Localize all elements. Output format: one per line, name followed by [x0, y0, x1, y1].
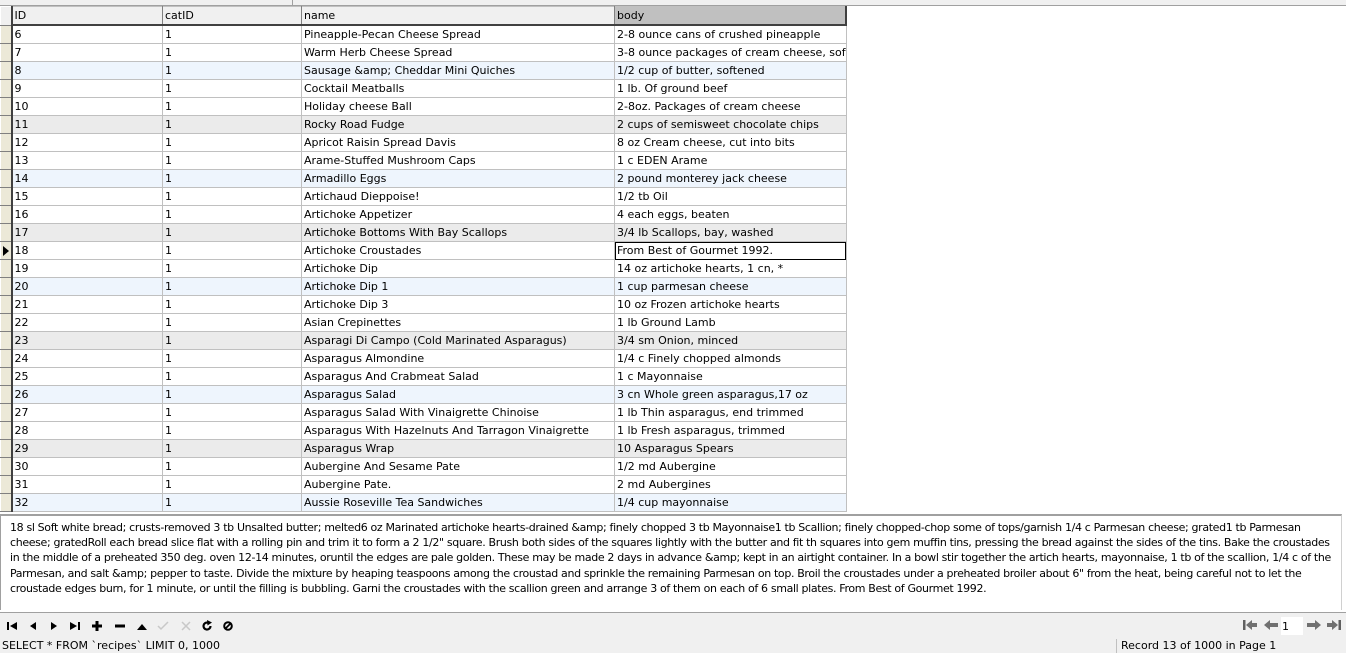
cell-body[interactable]: 1/2 tb Oil — [615, 188, 847, 206]
cell-catid[interactable]: 1 — [163, 458, 302, 476]
cell-id[interactable]: 17 — [12, 224, 163, 242]
cell-name[interactable]: Aussie Roseville Tea Sandwiches — [302, 494, 615, 512]
cell-name[interactable]: Asparagus Salad With Vinaigrette Chinoise — [302, 404, 615, 422]
table-row[interactable] — [1, 116, 847, 134]
row-selector[interactable] — [1, 350, 12, 368]
table-row[interactable] — [1, 368, 847, 386]
cell-body[interactable]: 1 c Mayonnaise — [615, 368, 847, 386]
column-header-body[interactable]: body — [615, 7, 847, 26]
cell-catid[interactable]: 1 — [163, 350, 302, 368]
cell-body[interactable]: 1 cup parmesan cheese — [615, 278, 847, 296]
cell-catid[interactable]: 1 — [163, 386, 302, 404]
post-edit-button[interactable] — [155, 618, 171, 634]
next-record-button[interactable] — [46, 618, 62, 634]
first-record-icon — [6, 621, 18, 631]
last-page-button[interactable] — [1326, 618, 1344, 634]
table-row[interactable] — [1, 278, 847, 296]
cell-name[interactable]: Artichoke Dip — [302, 260, 615, 278]
cell-name[interactable]: Aubergine And Sesame Pate — [302, 458, 615, 476]
cell-name[interactable]: Artichoke Dip 3 — [302, 296, 615, 314]
table-row[interactable] — [1, 458, 847, 476]
navigator-toolbar — [0, 612, 1346, 640]
cell-name[interactable]: Asparagus And Crabmeat Salad — [302, 368, 615, 386]
cell-id[interactable]: 23 — [12, 332, 163, 350]
cell-catid[interactable]: 1 — [163, 98, 302, 116]
row-header-corner — [1, 7, 12, 26]
row-selector[interactable] — [1, 440, 12, 458]
cell-name[interactable]: Artichoke Dip 1 — [302, 278, 615, 296]
next-page-icon — [1306, 618, 1322, 632]
edit-record-button[interactable] — [134, 618, 150, 634]
row-selector[interactable] — [1, 62, 12, 80]
row-selector[interactable] — [1, 188, 12, 206]
row-selector[interactable] — [1, 296, 12, 314]
cell-name[interactable]: Arame-Stuffed Mushroom Caps — [302, 152, 615, 170]
table-row[interactable] — [1, 98, 847, 116]
cancel-edit-button[interactable] — [178, 618, 194, 634]
column-header-id[interactable]: ID — [12, 7, 163, 26]
stop-button[interactable] — [220, 618, 236, 634]
add-record-button[interactable] — [89, 618, 105, 634]
cell-id[interactable]: 19 — [12, 260, 163, 278]
cell-catid[interactable]: 1 — [163, 440, 302, 458]
delete-record-icon — [115, 621, 125, 631]
cell-catid[interactable]: 1 — [163, 188, 302, 206]
cell-body[interactable]: 10 Asparagus Spears — [615, 440, 847, 458]
cell-id[interactable]: 20 — [12, 278, 163, 296]
row-selector[interactable] — [1, 386, 12, 404]
table-row[interactable] — [1, 242, 847, 260]
first-page-icon — [1242, 618, 1258, 632]
cell-catid[interactable]: 1 — [163, 80, 302, 98]
cell-body[interactable]: 1/4 cup mayonnaise — [615, 494, 847, 512]
post-edit-icon — [157, 621, 169, 631]
cell-name[interactable]: Warm Herb Cheese Spread — [302, 44, 615, 62]
cell-id[interactable]: 28 — [12, 422, 163, 440]
cell-id[interactable]: 11 — [12, 116, 163, 134]
cell-catid[interactable]: 1 — [163, 116, 302, 134]
cell-catid[interactable]: 1 — [163, 332, 302, 350]
cell-catid[interactable]: 1 — [163, 152, 302, 170]
table-row[interactable] — [1, 62, 847, 80]
table-row[interactable] — [1, 386, 847, 404]
cell-body[interactable]: 2 pound monterey jack cheese — [615, 170, 847, 188]
cell-id[interactable]: 26 — [12, 386, 163, 404]
row-selector[interactable] — [1, 422, 12, 440]
cell-body[interactable]: 1 lb Fresh asparagus, trimmed — [615, 422, 847, 440]
table-row[interactable] — [1, 188, 847, 206]
cell-id[interactable]: 30 — [12, 458, 163, 476]
cell-catid[interactable]: 1 — [163, 368, 302, 386]
cell-body[interactable]: 10 oz Frozen artichoke hearts — [615, 296, 847, 314]
last-record-icon — [69, 621, 81, 631]
first-record-button[interactable] — [4, 618, 20, 634]
cell-id[interactable]: 9 — [12, 80, 163, 98]
cell-body[interactable]: 1/2 cup of butter, softened — [615, 62, 847, 80]
cell-body[interactable]: 1/4 c Finely chopped almonds — [615, 350, 847, 368]
row-selector[interactable] — [1, 476, 12, 494]
refresh-icon — [201, 620, 213, 632]
cell-name[interactable]: Armadillo Eggs — [302, 170, 615, 188]
detail-text-area[interactable]: 18 sl Soft white bread; crusts-removed 3 tb Unsalted butter; melted6 oz Marinated artichoke hearts-drained &amp; finely chopped 3 tb Mayonnaise1 tb Scallion; finely chopped-chop some of tops/garnish 1/4 c Parmesan cheese; grated1 tb Parmesan cheese; gratedRoll each bread slice flat with a rolling pin and trim it to form a 2 1/2" square. Brush both sides of the squares lightly with the butter and fit th squares into gem muffin tins, pressing the bread against the sides of the tins. Bake the croustades in the middle of a preheated 350 deg. oven 12-14 minutes, oruntil the edges are pale golden. These may be made 2 days in advance &amp; kept in an airtight container. In a bowl stir together the artich hearts, mayonnaise, 1 tb of the scallion, 1/4 c of the Parmesan, and salt &amp; pepper to taste. Divide the mixture by heaping teaspoons among the croustad and sprinkle the remaining Parmesan on top. Broil the croustades under a preheated broiler about 6" from the heat, being careful not to let the croustade edges burn, for 1 minute, or until the filling is bubbling. Garni the croustades with the scallion green and arrange 3 of them on each of 6 small plates. From Best of Gourmet 1992. — [0, 514, 1342, 610]
status-divider — [1116, 639, 1117, 653]
cell-id[interactable]: 8 — [12, 62, 163, 80]
row-selector[interactable] — [1, 242, 12, 260]
row-selector[interactable] — [1, 278, 12, 296]
status-record-position: Record 13 of 1000 in Page 1 — [1121, 639, 1277, 652]
prev-record-button[interactable] — [25, 618, 41, 634]
row-selector[interactable] — [1, 260, 12, 278]
first-page-button[interactable] — [1242, 618, 1260, 634]
cell-id[interactable]: 22 — [12, 314, 163, 332]
cell-name[interactable]: Asparagus With Hazelnuts And Tarragon Vinaigrette — [302, 422, 615, 440]
cell-body[interactable]: 2 cups of semisweet chocolate chips — [615, 116, 847, 134]
row-selector[interactable] — [1, 368, 12, 386]
cell-id[interactable]: 13 — [12, 152, 163, 170]
cell-catid[interactable]: 1 — [163, 206, 302, 224]
row-selector[interactable] — [1, 80, 12, 98]
cell-id[interactable]: 31 — [12, 476, 163, 494]
table-row[interactable] — [1, 476, 847, 494]
cell-body[interactable]: 8 oz Cream cheese, cut into bits — [615, 134, 847, 152]
cell-catid[interactable]: 1 — [163, 314, 302, 332]
table-row[interactable] — [1, 80, 847, 98]
row-selector[interactable] — [1, 25, 12, 44]
data-grid[interactable] — [0, 6, 1346, 513]
add-record-icon — [92, 621, 102, 631]
cell-body[interactable]: 1 lb Ground Lamb — [615, 314, 847, 332]
cell-name[interactable]: Artichoke Bottoms With Bay Scallops — [302, 224, 615, 242]
cell-body[interactable]: 3 cn Whole green asparagus,17 oz — [615, 386, 847, 404]
cell-name[interactable]: Artichaud Dieppoise! — [302, 188, 615, 206]
cell-catid[interactable]: 1 — [163, 278, 302, 296]
cell-catid[interactable]: 1 — [163, 224, 302, 242]
cell-name[interactable]: Artichoke Croustades — [302, 242, 615, 260]
cell-id[interactable]: 29 — [12, 440, 163, 458]
row-selector[interactable] — [1, 98, 12, 116]
cell-body[interactable]: 3-8 ounce packages of cream cheese, sof — [615, 44, 847, 62]
cell-catid[interactable]: 1 — [163, 25, 302, 44]
cell-id[interactable]: 24 — [12, 350, 163, 368]
cell-body[interactable]: 2-8 ounce cans of crushed pineapple — [615, 25, 847, 44]
column-header-name[interactable]: name — [302, 7, 615, 26]
current-row-pointer-icon — [3, 246, 9, 256]
column-header-catid[interactable]: catID — [163, 7, 302, 26]
row-selector[interactable] — [1, 116, 12, 134]
row-selector[interactable] — [1, 206, 12, 224]
prev-page-icon — [1263, 618, 1279, 632]
row-selector[interactable] — [1, 224, 12, 242]
header-row — [1, 7, 847, 26]
cell-catid[interactable]: 1 — [163, 422, 302, 440]
cell-name[interactable]: Asparagi Di Campo (Cold Marinated Asparagus) — [302, 332, 615, 350]
cell-id[interactable]: 14 — [12, 170, 163, 188]
row-selector[interactable] — [1, 134, 12, 152]
cell-id[interactable]: 16 — [12, 206, 163, 224]
table-row[interactable] — [1, 404, 847, 422]
cell-body[interactable]: From Best of Gourmet 1992. — [615, 242, 847, 260]
cell-id[interactable]: 7 — [12, 44, 163, 62]
cell-catid[interactable]: 1 — [163, 476, 302, 494]
table-row[interactable] — [1, 314, 847, 332]
cell-body[interactable]: 4 each eggs, beaten — [615, 206, 847, 224]
cell-body[interactable]: 3/4 lb Scallops, bay, washed — [615, 224, 847, 242]
table-row[interactable] — [1, 332, 847, 350]
row-selector[interactable] — [1, 314, 12, 332]
cell-id[interactable]: 27 — [12, 404, 163, 422]
table-row[interactable] — [1, 152, 847, 170]
cell-name[interactable]: Asparagus Salad — [302, 386, 615, 404]
cell-name[interactable]: Sausage &amp; Cheddar Mini Quiches — [302, 62, 615, 80]
cell-body[interactable]: 1 lb. Of ground beef — [615, 80, 847, 98]
prev-page-button[interactable] — [1263, 618, 1281, 634]
table-row[interactable] — [1, 224, 847, 242]
cell-catid[interactable]: 1 — [163, 404, 302, 422]
cancel-edit-icon — [181, 621, 191, 631]
cell-id[interactable]: 21 — [12, 296, 163, 314]
stop-icon — [223, 621, 233, 631]
table-row[interactable] — [1, 422, 847, 440]
page-number-input[interactable] — [1281, 617, 1303, 635]
cell-catid[interactable]: 1 — [163, 260, 302, 278]
cell-name[interactable]: Asparagus Wrap — [302, 440, 615, 458]
row-selector[interactable] — [1, 332, 12, 350]
cell-name[interactable]: Apricot Raisin Spread Davis — [302, 134, 615, 152]
next-page-button[interactable] — [1306, 618, 1324, 634]
cell-catid[interactable]: 1 — [163, 44, 302, 62]
cell-catid[interactable]: 1 — [163, 62, 302, 80]
next-record-icon — [49, 621, 59, 631]
cell-catid[interactable]: 1 — [163, 242, 302, 260]
top-splitter[interactable] — [292, 0, 293, 5]
last-page-icon — [1326, 618, 1342, 632]
last-record-button[interactable] — [67, 618, 83, 634]
cell-name[interactable]: Cocktail Meatballs — [302, 80, 615, 98]
row-selector[interactable] — [1, 44, 12, 62]
cell-body[interactable]: 1/2 md Aubergine — [615, 458, 847, 476]
table-row[interactable] — [1, 260, 847, 278]
cell-catid[interactable]: 1 — [163, 134, 302, 152]
cell-name[interactable]: Asparagus Almondine — [302, 350, 615, 368]
table-row[interactable] — [1, 296, 847, 314]
row-selector[interactable] — [1, 404, 12, 422]
table-row[interactable] — [1, 206, 847, 224]
cell-body[interactable]: 2-8oz. Packages of cream cheese — [615, 98, 847, 116]
row-selector[interactable] — [1, 152, 12, 170]
cell-body[interactable]: 3/4 sm Onion, minced — [615, 332, 847, 350]
row-selector[interactable] — [1, 458, 12, 476]
table-row[interactable] — [1, 494, 847, 512]
table-row[interactable] — [1, 350, 847, 368]
table-row[interactable] — [1, 440, 847, 458]
cell-name[interactable]: Pineapple-Pecan Cheese Spread — [302, 25, 615, 44]
status-bar — [0, 639, 1346, 653]
cell-id[interactable]: 25 — [12, 368, 163, 386]
cell-id[interactable]: 15 — [12, 188, 163, 206]
cell-body[interactable]: 1 c EDEN Arame — [615, 152, 847, 170]
cell-catid[interactable]: 1 — [163, 170, 302, 188]
cell-name[interactable]: Aubergine Pate. — [302, 476, 615, 494]
delete-record-button[interactable] — [112, 618, 128, 634]
cell-name[interactable]: Asian Crepinettes — [302, 314, 615, 332]
table-row[interactable] — [1, 134, 847, 152]
row-selector[interactable] — [1, 170, 12, 188]
cell-body[interactable]: 2 md Aubergines — [615, 476, 847, 494]
edit-record-icon — [137, 622, 147, 630]
cell-catid[interactable]: 1 — [163, 494, 302, 512]
cell-id[interactable]: 10 — [12, 98, 163, 116]
cell-name[interactable]: Rocky Road Fudge — [302, 116, 615, 134]
cell-id[interactable]: 12 — [12, 134, 163, 152]
cell-id[interactable]: 18 — [12, 242, 163, 260]
status-query: SELECT * FROM `recipes` LIMIT 0, 1000 — [2, 639, 220, 652]
row-selector[interactable] — [1, 494, 12, 512]
prev-record-icon — [28, 621, 38, 631]
table-row[interactable] — [1, 25, 847, 44]
cell-name[interactable]: Holiday cheese Ball — [302, 98, 615, 116]
cell-id[interactable]: 6 — [12, 25, 163, 44]
cell-body[interactable]: 1 lb Thin asparagus, end trimmed — [615, 404, 847, 422]
cell-id[interactable]: 32 — [12, 494, 163, 512]
cell-body[interactable]: 14 oz artichoke hearts, 1 cn, * — [615, 260, 847, 278]
records-table — [0, 6, 847, 512]
table-row[interactable] — [1, 170, 847, 188]
table-row[interactable] — [1, 44, 847, 62]
refresh-button[interactable] — [199, 618, 215, 634]
cell-catid[interactable]: 1 — [163, 296, 302, 314]
cell-name[interactable]: Artichoke Appetizer — [302, 206, 615, 224]
